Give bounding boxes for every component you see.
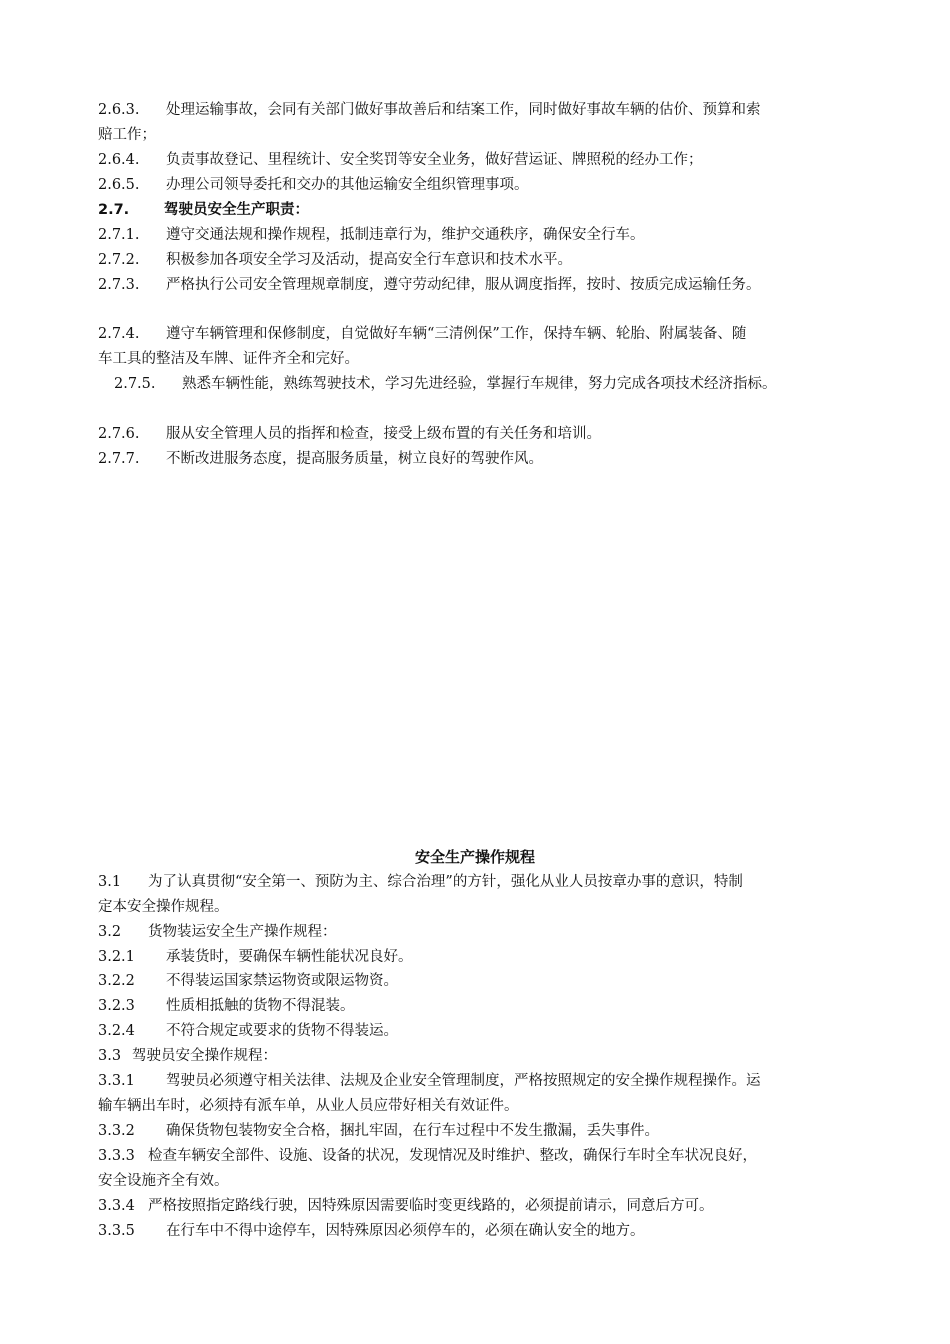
- item-3-2-2: [98, 969, 858, 993]
- item-3-3-4: [98, 1194, 858, 1218]
- item-text: 确保货物包装物安全合格，捆扎牢固，在行车过程中不发生撒漏，丢失事件。: [166, 1123, 659, 1139]
- item-3-1: [98, 870, 858, 894]
- item-3-3-2: [98, 1119, 858, 1143]
- item-text: 为了认真贯彻“安全第一、预防为主、综合治理”的方针，强化从业人员按章办事的意识，特制: [148, 874, 743, 890]
- item-text: 不符合规定或要求的货物不得装运。: [166, 1023, 398, 1039]
- item-3-2-3: [98, 994, 858, 1018]
- item-text: 严格执行公司安全管理规章制度，遵守劳动纪律，服从调度指挥，按时、按质完成运输任务。: [166, 277, 761, 293]
- item-3-3: [98, 1044, 858, 1068]
- item-number: 3.1: [98, 874, 122, 890]
- item-text: 负责事故登记、里程统计、安全奖罚等安全业务，做好营运证、牌照税的经办工作；: [166, 152, 703, 168]
- item-number: 3.2.3: [98, 998, 135, 1014]
- item-3-3-3: [98, 1144, 858, 1168]
- item-text: 遵守交通法规和操作规程，抵制违章行为，维护交通秩序，确保安全行车。: [166, 227, 645, 243]
- item-text: 驾驶员安全操作规程：: [132, 1048, 277, 1064]
- item-number: 2.6.3.: [98, 102, 140, 118]
- item-number: 3.3: [98, 1048, 122, 1064]
- item-3-2: [98, 920, 858, 944]
- item-3-2-1: [98, 945, 858, 969]
- item-number: 3.2.4: [98, 1023, 135, 1039]
- item-text: 不得装运国家禁运物资或限运物资。: [166, 973, 398, 989]
- item-number: 2.6.5.: [98, 177, 140, 193]
- item-text: 在行车中不得中途停车，因特殊原因必须停车的，必须在确认安全的地方。: [166, 1223, 645, 1239]
- item-number: 2.7.4.: [98, 326, 140, 342]
- item-number: 2.6.4.: [98, 152, 140, 168]
- item-2-7-7: [98, 447, 858, 471]
- item-2-7-3: [98, 273, 858, 297]
- item-text: 检查车辆安全部件、设施、设备的状况，发现情况及时维护、整改，确保行车时全车状况良好，: [148, 1148, 757, 1164]
- item-number: 3.3.1: [98, 1073, 135, 1089]
- item-number: 2.7.3.: [98, 277, 140, 293]
- item-text: 积极参加各项安全学习及活动，提高安全行车意识和技术水平。: [166, 252, 572, 268]
- item-3-3-5: [98, 1219, 858, 1243]
- item-text: 遵守车辆管理和保修制度，自觉做好车辆“三清例保”工作，保持车辆、轮胎、附属装备、随: [166, 326, 747, 342]
- item-2-6-3: [98, 98, 858, 122]
- item-2-6-4: [98, 148, 858, 172]
- item-3-3-1: [98, 1069, 858, 1093]
- item-number: 3.3.3: [98, 1148, 135, 1164]
- item-text: 熟悉车辆性能，熟练驾驶技术，学习先进经验，掌握行车规律，努力完成各项技术经济指标。: [182, 376, 777, 392]
- item-text: 性质相抵触的货物不得混装。: [166, 998, 355, 1014]
- section-title: 安全生产操作规程: [414, 848, 535, 866]
- item-2-6-5: [98, 173, 858, 197]
- item-number: 2.7.7.: [98, 451, 140, 467]
- item-number: 3.3.4: [98, 1198, 135, 1214]
- item-3-3-1-continuation: 输车辆出车时，必须持有派车单，从业人员应带好相关有效证件。: [98, 1098, 519, 1114]
- item-number: 3.3.2: [98, 1123, 135, 1139]
- item-number: 3.2: [98, 924, 122, 940]
- item-number: 2.7.6.: [98, 426, 140, 442]
- item-text: 严格按照指定路线行驶，因特殊原因需要临时变更线路的，必须提前请示，同意后方可。: [148, 1198, 714, 1214]
- item-2-7-1: [98, 223, 858, 247]
- item-2-7-6: [98, 422, 858, 446]
- item-number: 3.2.1: [98, 949, 135, 965]
- item-number: 2.7.2.: [98, 252, 140, 268]
- item-text: 处理运输事故，会同有关部门做好事故善后和结案工作，同时做好事故车辆的估价、预算和索: [166, 102, 761, 118]
- item-text: 驾驶员必须遵守相关法律、法规及企业安全管理制度，严格按照规定的安全操作规程操作。运: [166, 1073, 761, 1089]
- heading-number: 2.7.: [98, 202, 130, 218]
- item-2-6-3-continuation: 赔工作；: [98, 127, 156, 143]
- item-text: 不断改进服务态度，提高服务质量，树立良好的驾驶作风。: [166, 451, 543, 467]
- item-text: 货物装运安全生产操作规程：: [148, 924, 337, 940]
- item-2-7-5: [114, 372, 874, 396]
- item-number: 3.2.2: [98, 973, 135, 989]
- item-2-7-2: [98, 248, 858, 272]
- heading-text: 驾驶员安全生产职责：: [164, 202, 309, 218]
- item-text: 服从安全管理人员的指挥和检查，接受上级布置的有关任务和培训。: [166, 426, 601, 442]
- item-3-1-continuation: 定本安全操作规程。: [98, 899, 229, 915]
- item-number: 2.7.5.: [114, 376, 156, 392]
- item-3-2-4: [98, 1019, 858, 1043]
- item-text: 承装货时，要确保车辆性能状况良好。: [166, 949, 413, 965]
- heading-2-7: [98, 198, 858, 222]
- item-2-7-4: [98, 322, 858, 346]
- item-number: 3.3.5: [98, 1223, 135, 1239]
- item-2-7-4-continuation: 车工具的整洁及车牌、证件齐全和完好。: [98, 351, 359, 367]
- item-3-3-3-continuation: 安全设施齐全有效。: [98, 1173, 229, 1189]
- item-number: 2.7.1.: [98, 227, 140, 243]
- item-text: 办理公司领导委托和交办的其他运输安全组织管理事项。: [166, 177, 529, 193]
